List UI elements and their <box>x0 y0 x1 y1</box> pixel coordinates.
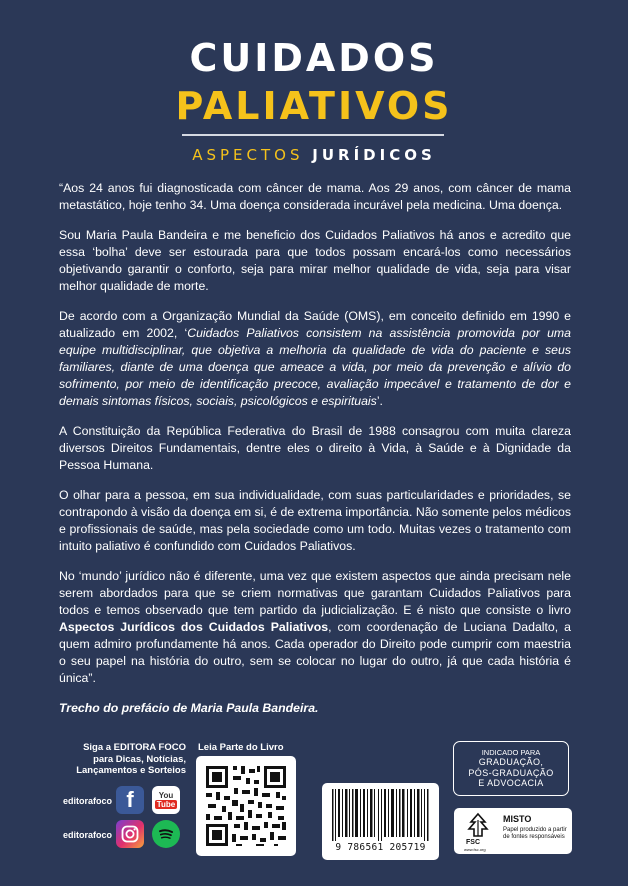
indicated-pos-graduacao: PÓS-GRADUAÇÃO <box>468 767 554 778</box>
fsc-label: FSC <box>466 839 480 846</box>
youtube-icon[interactable] <box>152 786 180 814</box>
fsc-certification <box>454 808 572 854</box>
subtitle-aspectos: ASPECTOS <box>192 146 304 164</box>
subtitle <box>0 146 628 164</box>
indicated-graduacao: GRADUAÇÃO, <box>478 757 544 767</box>
spotify-icon[interactable] <box>152 820 180 848</box>
back-cover-text <box>59 180 571 730</box>
indicated-heading: INDICADO PARA <box>481 748 541 757</box>
follow-line-3: Lançamentos e Sorteios <box>76 765 186 776</box>
paragraph-3-intro: De acordo com a Organização Mundial da Saúde (OMS), em conceito definido em 1990 e atualizado em 2002, ‘ <box>59 309 571 340</box>
paragraph-1: “Aos 24 anos fui diagnosticada com câncer de mama. Aos 29 anos, com câncer de mama metastático, hoje tenho 34. Uma doença considerada incurável pela medicina. Uma doença. <box>59 181 571 212</box>
qr-code-icon <box>196 756 296 856</box>
paragraph-6-start: No ‘mundo’ jurídico não é diferente, uma vez que existem aspectos que ainda precisam nele serem abordados para que se criem normativas que garantam Cuidados Paliativos para todos e temos observado que tem partido da judicialização. E é nisto que consiste o livro <box>59 569 571 617</box>
title-cuidados: CUIDADOS <box>189 36 439 80</box>
facebook-icon[interactable] <box>116 786 144 814</box>
fsc-site: www.fsc.org <box>464 847 486 852</box>
subtitle-juridicos: JURÍDICOS <box>312 146 436 164</box>
indicated-for-box <box>453 741 569 796</box>
paragraph-3 <box>59 308 571 410</box>
handle-facebook-youtube: editorafoco <box>63 796 113 806</box>
instagram-glyph <box>120 824 140 844</box>
paragraph-6-end: , com coordenação de Luciana Dadalto, a quem admiro profundamente há anos. Cada operador do Direito pode cumprir com maestria o seu papel na história do outro, sem se colocar no lugar do outro, já que cada história é única”. <box>59 620 571 685</box>
title-paliativos: PALIATIVOS <box>175 84 453 128</box>
handle-instagram-spotify: editorafoco <box>63 830 113 840</box>
qr-code[interactable] <box>196 756 296 856</box>
who-definition-quote: Cuidados Paliativos consistem na assistência promovida por uma equipe multidisciplinar, que objetiva a melhoria da qualidade de vida do paciente e seus familiares, diante de uma doença que ameace a vida, por meio da prevenção e alívio do sofrimento, por meio de identificação precoce, avaliação impecável e tratamento de dor e demais sintomas físicos, sociais, psicológicos e espirituais <box>59 326 571 408</box>
paragraph-5: O olhar para a pessoa, em sua individualidade, com suas particularidades e prioridades, se contrapondo à visão da doença em si, é de extrema importância. Não somente pelos médicos e profissionais de saúde, mas pela sociedade como um todo. Muitas vezes o tratamento com intuito paliativo é confundido com Cuidados Paliativos. <box>59 488 571 553</box>
preface-credit: Trecho do prefácio de Maria Paula Bandeira. <box>59 701 319 715</box>
instagram-icon[interactable] <box>116 820 144 848</box>
paragraph-6 <box>59 568 571 687</box>
follow-line-1: Siga a EDITORA FOCO <box>83 742 186 753</box>
title-divider <box>182 134 444 136</box>
isbn-number: 9 786561 205719 <box>335 842 426 853</box>
indicated-advocacia: E ADVOCACIA <box>478 778 544 788</box>
barcode-icon <box>322 783 439 843</box>
isbn-barcode <box>322 783 439 860</box>
book-title-mention: Aspectos Jurídicos dos Cuidados Paliativos <box>59 620 329 634</box>
paragraph-3-end: ’. <box>376 394 383 408</box>
youtube-you: You <box>158 791 174 800</box>
qr-label: Leia Parte do Livro <box>198 742 284 753</box>
fsc-tree-icon <box>463 812 493 840</box>
fsc-description: Papel produzido a partir de fontes responsáveis <box>503 827 567 840</box>
spotify-glyph <box>156 824 176 844</box>
follow-line-2: para Dicas, Notícias, <box>93 753 186 765</box>
follow-text <box>54 742 186 777</box>
paragraph-2: Sou Maria Paula Bandeira e me beneficio dos Cuidados Paliativos há anos e acredito que essa ‘bolha’ deve ser estourada para que todos possam encará-los como necessários objetivando garantir o conforto, seja para mirar melhor qualidade de vida, seja para visar melhor qualidade de morte. <box>59 228 571 293</box>
fsc-misto: MISTO <box>503 814 532 824</box>
facebook-glyph: f <box>126 787 134 812</box>
paragraph-4: A Constituição da República Federativa do Brasil de 1988 consagrou com muita clareza diversos Direitos Fundamentais, dentre eles o direito à Vida, à Saúde e à Dignidade da Pessoa Humana. <box>59 424 571 472</box>
youtube-tube: Tube <box>156 800 176 809</box>
